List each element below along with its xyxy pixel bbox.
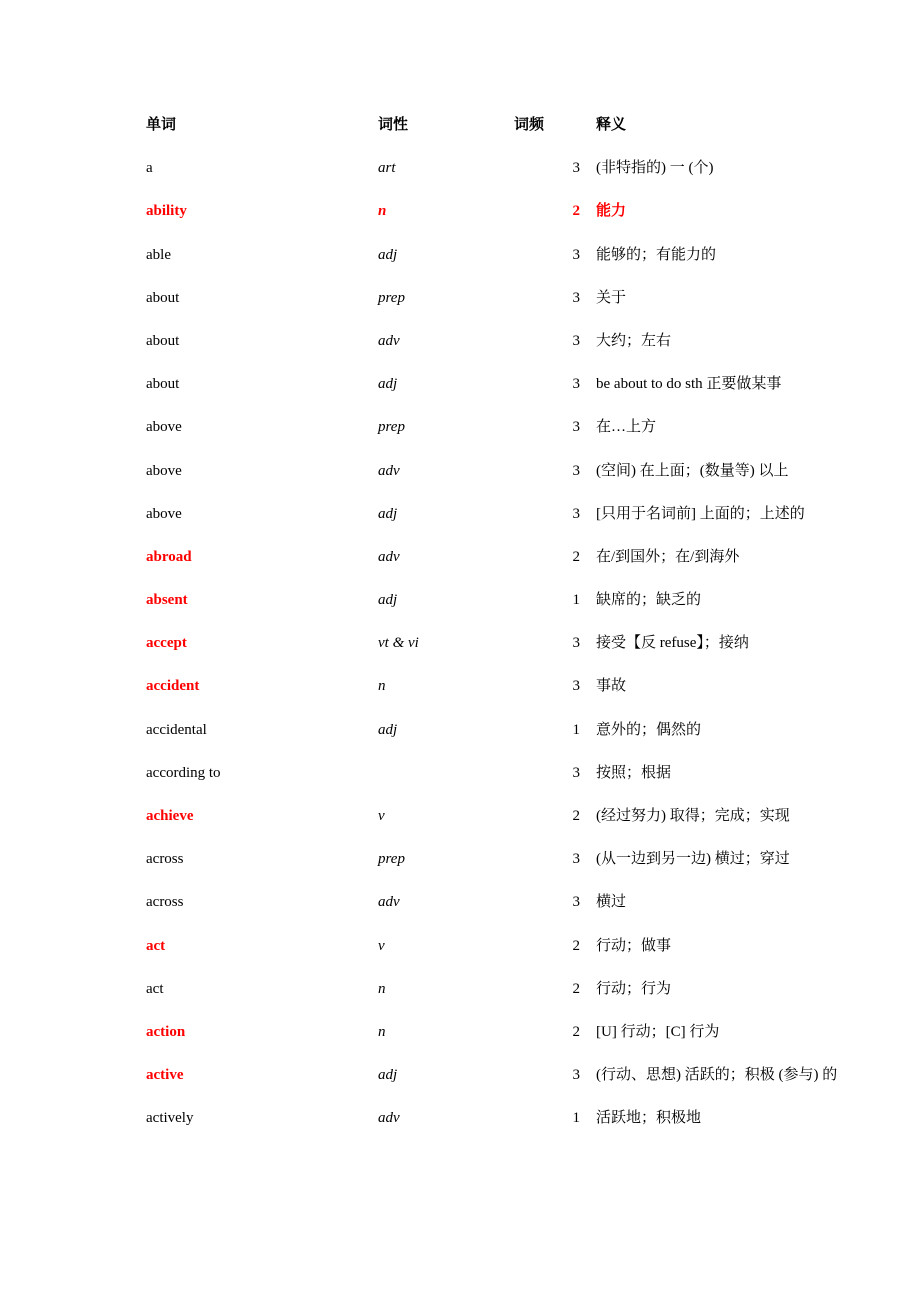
definition-cell: (从一边到另一边) 横过；穿过 bbox=[596, 851, 790, 868]
word-cell: accept bbox=[146, 635, 187, 652]
definition-cell: [U] 行动；[C] 行为 bbox=[596, 1023, 720, 1040]
frequency-cell: 2 bbox=[572, 937, 580, 954]
frequency-cell: 3 bbox=[572, 289, 580, 306]
word-cell: about bbox=[146, 376, 180, 393]
part-of-speech-cell: n bbox=[378, 980, 386, 997]
word-cell: act bbox=[146, 937, 166, 954]
word-cell: accident bbox=[146, 678, 200, 695]
frequency-cell: 1 bbox=[572, 592, 580, 609]
table-row bbox=[146, 1054, 886, 1097]
word-cell: accidental bbox=[146, 721, 207, 738]
table-row bbox=[146, 881, 886, 924]
table-row bbox=[146, 968, 886, 1011]
word-cell: active bbox=[146, 1067, 184, 1084]
frequency-cell: 3 bbox=[572, 419, 580, 436]
table-body bbox=[146, 147, 886, 1140]
part-of-speech-cell: prep bbox=[378, 851, 405, 868]
definition-cell: 行动；做事 bbox=[596, 937, 672, 954]
table-row bbox=[146, 493, 886, 536]
frequency-cell: 2 bbox=[572, 808, 580, 824]
part-of-speech-cell: v bbox=[378, 808, 385, 824]
table-row bbox=[146, 665, 886, 708]
table-row bbox=[146, 147, 886, 190]
header-frequency: 词频 bbox=[514, 117, 545, 133]
frequency-cell: 2 bbox=[572, 203, 580, 220]
table-row bbox=[146, 406, 886, 449]
word-cell: able bbox=[146, 246, 171, 263]
header-definition: 释义 bbox=[596, 117, 627, 133]
definition-cell: 按照；根据 bbox=[596, 764, 672, 781]
table-row bbox=[146, 622, 886, 665]
table-row bbox=[146, 709, 886, 752]
part-of-speech-cell: art bbox=[378, 160, 396, 177]
frequency-cell: 3 bbox=[572, 160, 580, 177]
word-cell: above bbox=[146, 419, 182, 436]
word-cell: a bbox=[146, 160, 153, 177]
table-row bbox=[146, 234, 886, 277]
part-of-speech-cell: adj bbox=[378, 376, 398, 393]
word-cell: achieve bbox=[146, 808, 194, 824]
part-of-speech-cell: adv bbox=[378, 462, 400, 479]
header-word: 单词 bbox=[146, 117, 177, 133]
definition-cell: 横过 bbox=[596, 894, 627, 911]
table-header-row bbox=[146, 104, 886, 147]
table-row bbox=[146, 838, 886, 881]
part-of-speech-cell: adj bbox=[378, 721, 398, 738]
part-of-speech-cell: adv bbox=[378, 894, 400, 911]
frequency-cell: 3 bbox=[572, 1067, 580, 1084]
word-cell: according to bbox=[146, 764, 221, 781]
part-of-speech-cell: adj bbox=[378, 505, 398, 522]
definition-cell: (非特指的) 一 (个) bbox=[596, 160, 714, 177]
word-cell: actively bbox=[146, 1110, 194, 1127]
definition-cell: 意外的；偶然的 bbox=[596, 721, 702, 738]
frequency-cell: 2 bbox=[572, 548, 580, 565]
frequency-cell: 3 bbox=[572, 376, 580, 393]
word-cell: about bbox=[146, 289, 180, 306]
frequency-cell: 2 bbox=[572, 980, 580, 997]
word-cell: above bbox=[146, 462, 182, 479]
frequency-cell: 3 bbox=[572, 678, 580, 695]
part-of-speech-cell: adj bbox=[378, 592, 398, 609]
table-row bbox=[146, 190, 886, 233]
table-row bbox=[146, 579, 886, 622]
table-row bbox=[146, 925, 886, 968]
table-row bbox=[146, 363, 886, 406]
part-of-speech-cell: n bbox=[378, 678, 386, 695]
table-row bbox=[146, 1011, 886, 1054]
definition-cell: 接受【反 refuse】；接纳 bbox=[596, 635, 749, 652]
definition-cell: be about to do sth 正要做某事 bbox=[596, 376, 782, 393]
word-cell: abroad bbox=[146, 548, 192, 565]
definition-cell: 行动；行为 bbox=[596, 980, 672, 997]
definition-cell: (行动、思想) 活跃的；积极 (参与) 的 bbox=[596, 1067, 838, 1084]
table-row bbox=[146, 1097, 886, 1140]
definition-cell: 缺席的；缺乏的 bbox=[596, 592, 702, 609]
frequency-cell: 3 bbox=[572, 764, 580, 781]
word-cell: above bbox=[146, 505, 182, 522]
definition-cell: 能力 bbox=[596, 203, 627, 220]
definition-cell: (空间) 在上面；(数量等) 以上 bbox=[596, 462, 789, 479]
part-of-speech-cell: n bbox=[378, 1023, 386, 1040]
word-cell: act bbox=[146, 980, 164, 997]
part-of-speech-cell: vt & vi bbox=[378, 635, 419, 652]
frequency-cell: 3 bbox=[572, 246, 580, 263]
word-cell: across bbox=[146, 894, 184, 911]
header-part-of-speech: 词性 bbox=[378, 117, 409, 133]
word-cell: ability bbox=[146, 203, 187, 220]
frequency-cell: 3 bbox=[572, 894, 580, 911]
part-of-speech-cell: adv bbox=[378, 1110, 400, 1127]
table-row bbox=[146, 277, 886, 320]
word-cell: absent bbox=[146, 592, 188, 609]
definition-cell: (经过努力) 取得；完成；实现 bbox=[596, 808, 790, 824]
definition-cell: 在…上方 bbox=[596, 419, 657, 436]
definition-cell: 活跃地；积极地 bbox=[596, 1110, 702, 1127]
frequency-cell: 2 bbox=[572, 1023, 580, 1040]
definition-cell: 事故 bbox=[596, 678, 627, 695]
table-row bbox=[146, 795, 886, 838]
word-cell: action bbox=[146, 1023, 186, 1040]
frequency-cell: 3 bbox=[572, 635, 580, 652]
definition-cell: 大约；左右 bbox=[596, 332, 672, 349]
definition-cell: 能够的；有能力的 bbox=[596, 246, 717, 263]
table-row bbox=[146, 536, 886, 579]
part-of-speech-cell: v bbox=[378, 937, 385, 954]
frequency-cell: 3 bbox=[572, 851, 580, 868]
frequency-cell: 3 bbox=[572, 505, 580, 522]
part-of-speech-cell: n bbox=[378, 203, 387, 220]
table-row bbox=[146, 752, 886, 795]
part-of-speech-cell: adv bbox=[378, 332, 400, 349]
frequency-cell: 1 bbox=[572, 1110, 580, 1127]
vocabulary-table bbox=[146, 104, 886, 1141]
word-cell: about bbox=[146, 332, 180, 349]
part-of-speech-cell: adj bbox=[378, 1067, 398, 1084]
table-row bbox=[146, 320, 886, 363]
definition-cell: 在/到国外；在/到海外 bbox=[596, 548, 740, 565]
part-of-speech-cell: adv bbox=[378, 548, 400, 565]
part-of-speech-cell: prep bbox=[378, 289, 405, 306]
part-of-speech-cell: prep bbox=[378, 419, 405, 436]
definition-cell: [只用于名词前] 上面的；上述的 bbox=[596, 505, 805, 522]
frequency-cell: 3 bbox=[572, 462, 580, 479]
frequency-cell: 1 bbox=[572, 721, 580, 738]
part-of-speech-cell: adj bbox=[378, 246, 398, 263]
table-row bbox=[146, 450, 886, 493]
frequency-cell: 3 bbox=[572, 332, 580, 349]
definition-cell: 关于 bbox=[596, 289, 627, 306]
word-cell: across bbox=[146, 851, 184, 868]
